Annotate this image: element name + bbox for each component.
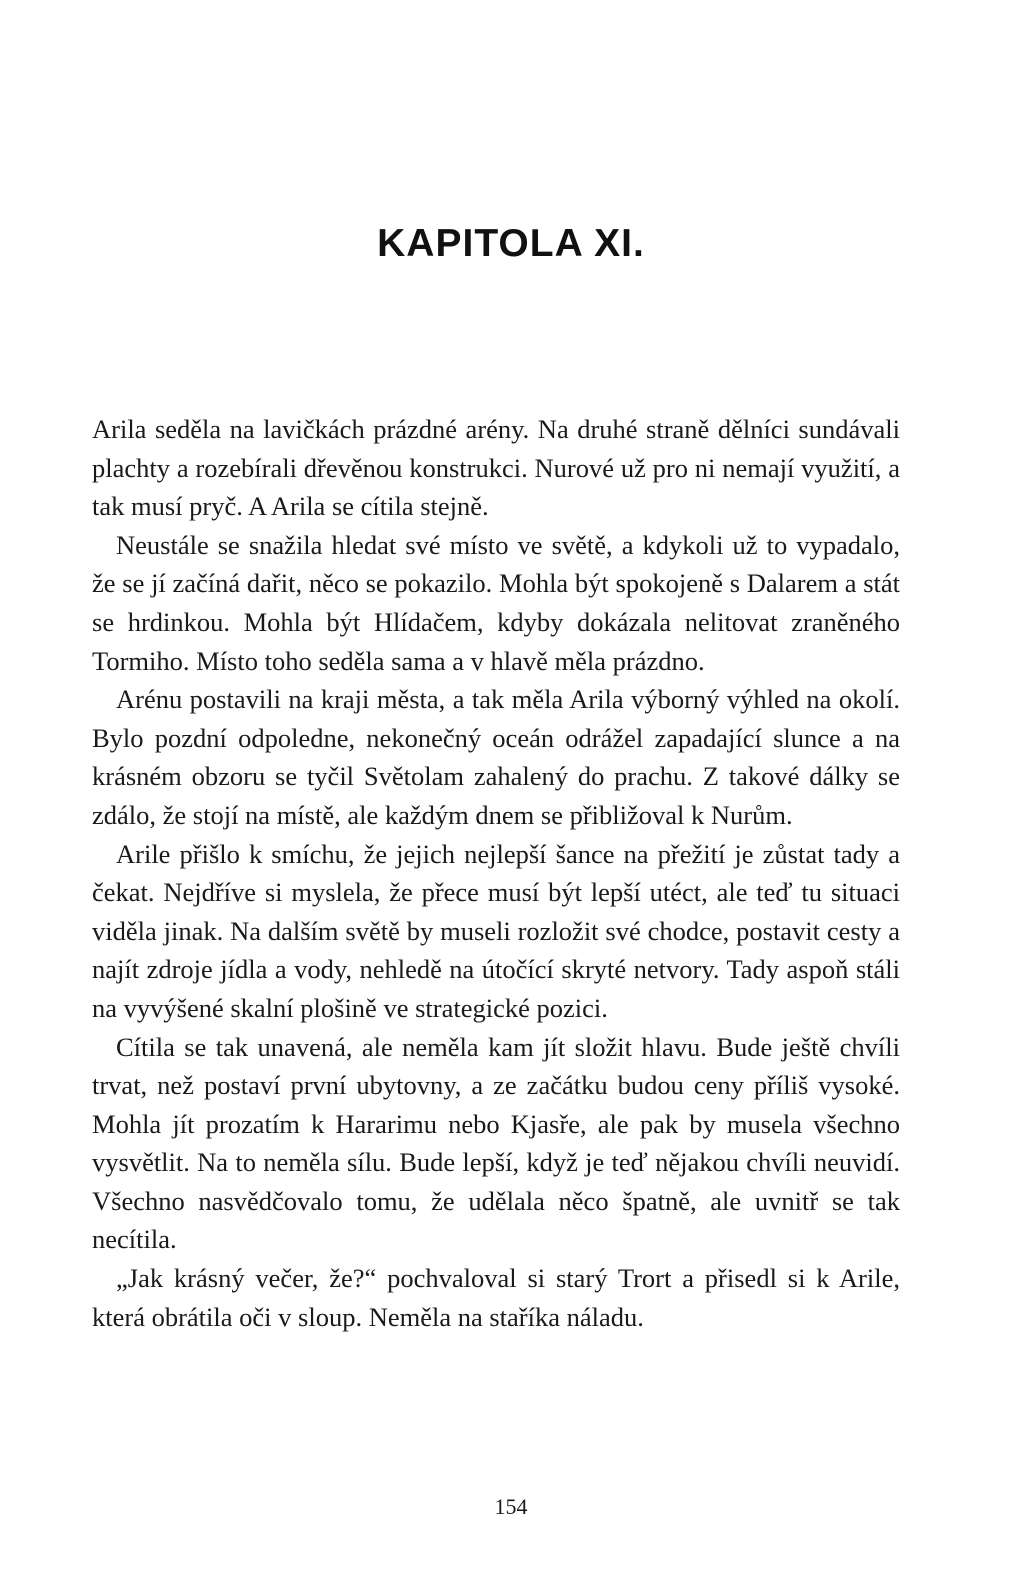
paragraph: Arile přišlo k smíchu, že jejich nejlepší šance na přežití je zůstat tady a čekat. Nejdříve si myslela, že přece musí být lepší utéct, ale teď tu situaci viděla jinak. Na dalším světě by museli rozložit své chodce, postavit cesty a najít zdroje jídla a vody, nehledě na útočící skryté netvory. Tady aspoň stáli na vyvýšené skalní plošině ve strategické pozici.: [92, 838, 900, 1023]
page-number: 154: [494, 1494, 528, 1519]
paragraph: Neustále se snažila hledat své místo ve světě, a kdykoli už to vypadalo, že se jí začíná dařit, něco se pokazilo. Mohla být spokojeně s Dalarem a stát se hrdinkou. Mohla být Hlídačem, kdyby dokázala nelitovat zraněného Tormiho. Místo toho seděla sama a v hlavě měla prázdno.: [92, 529, 900, 676]
chapter-body: [92, 410, 900, 1336]
paragraph: Cítila se tak unavená, ale neměla kam jít složit hlavu. Bude ještě chvíli trvat, než postaví první ubytovny, a ze začátku budou ceny příliš vysoké. Mohla jít prozatím k Hararimu nebo Kjasře, ale pak by musela všechno vysvětlit. Na to neměla sílu. Bude lepší, když je teď nějakou chvíli neuvidí. Všechno nasvědčovalo tomu, že udělala něco špatně, ale uvnitř se tak necítila.: [92, 1031, 900, 1255]
paragraph: Arila seděla na lavičkách prázdné arény. Na druhé straně dělníci sundávali plachty a rozebírali dřevěnou konstrukci. Nurové už pro ni nemají využití, a tak musí pryč. A Arila se cítila stejně.: [92, 414, 900, 522]
paragraph: Arénu postavili na kraji města, a tak měla Arila výborný výhled na okolí. Bylo pozdní odpoledne, nekonečný oceán odrážel zapadající slunce a na krásném obzoru se tyčil Světolam zahalený do prachu. Z takové dálky se zdálo, že stojí na místě, ale každým dnem se přibližoval k Nurům.: [92, 684, 900, 830]
paragraph: „Jak krásný večer, že?“ pochvaloval si starý Trort a přisedl si k Arile, která obrátila oči v sloup. Neměla na staříka náladu.: [92, 1263, 900, 1332]
chapter-title: KAPITOLA XI.: [377, 222, 645, 265]
